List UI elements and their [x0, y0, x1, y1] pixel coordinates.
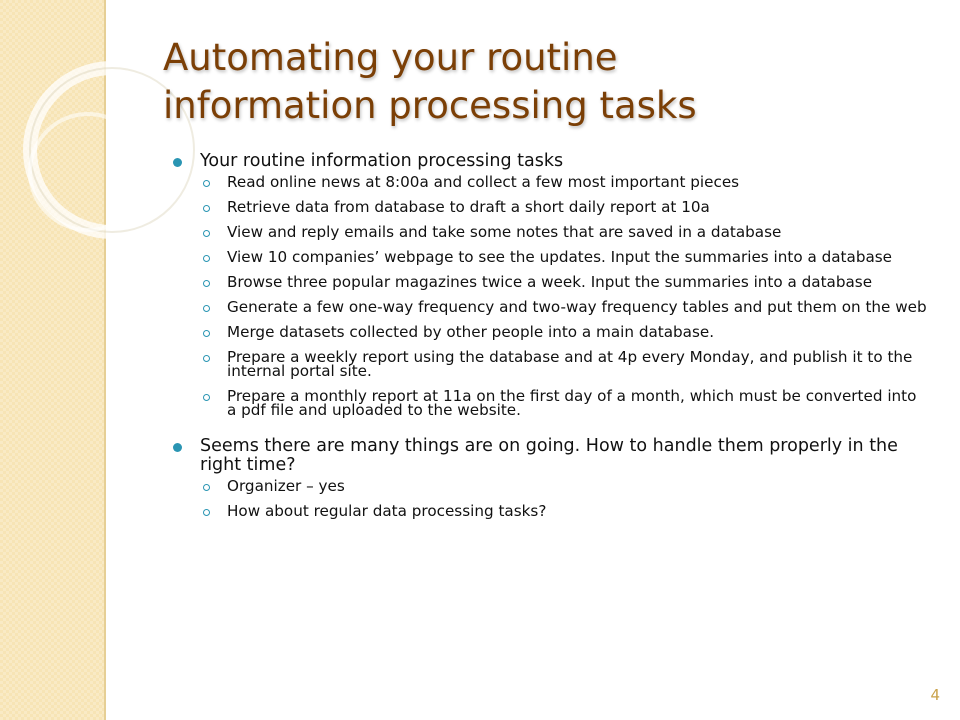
ring-bullet-icon: [203, 305, 210, 312]
sub-bullet: [170, 225, 930, 239]
page-number: 4: [930, 686, 940, 704]
sub-bullet-text: Browse three popular magazines twice a week. Input the summaries into a database: [227, 273, 873, 291]
ring-bullet-icon: [203, 230, 210, 237]
sub-bullet: [170, 275, 930, 289]
ring-bullet-icon: [203, 509, 210, 516]
sub-bullet: [170, 504, 930, 518]
sub-bullet-text: Retrieve data from database to draft a short daily report at 10a: [227, 198, 710, 216]
ring-bullet-icon: [203, 205, 210, 212]
ring-bullet-icon: [203, 280, 210, 287]
sub-bullet-text: Merge datasets collected by other people into a main database.: [227, 323, 715, 341]
bullet-dot-icon: [173, 158, 182, 167]
slide-title-line-2: information processing tasks: [163, 84, 697, 127]
sub-bullet-text: Read online news at 8:00a and collect a few most important pieces: [227, 173, 740, 191]
sub-bullet: [170, 350, 930, 378]
sub-bullet: [170, 389, 930, 417]
sub-bullet-text: View and reply emails and take some notes that are saved in a database: [227, 223, 782, 241]
ring-bullet-icon: [203, 255, 210, 262]
bullet-many-things: [170, 437, 930, 475]
sub-bullet-text: View 10 companies’ webpage to see the updates. Input the summaries into a database: [227, 248, 893, 266]
ring-bullet-icon: [203, 180, 210, 187]
sub-bullet-text: How about regular data processing tasks?: [227, 502, 547, 520]
ring-bullet-icon: [203, 355, 210, 362]
slide-title: [163, 34, 923, 130]
bullet-text: Seems there are many things are on going. How to handle them properly in the right time?: [200, 436, 898, 475]
sub-bullet: [170, 175, 930, 189]
sub-bullet-text: Generate a few one-way frequency and two-way frequency tables and put them on the web: [227, 298, 927, 316]
sub-bullet: [170, 250, 930, 264]
slide-body: [170, 152, 930, 529]
sub-bullet-text: Prepare a monthly report at 11a on the first day of a month, which must be converted into a pdf file and uploaded to the website.: [227, 387, 917, 419]
sub-bullet: [170, 479, 930, 493]
sub-bullet-text: Prepare a weekly report using the database and at 4p every Monday, and publish it to the internal portal site.: [227, 348, 913, 380]
decorative-sidebar: [0, 0, 106, 720]
slide-title-line-1: Automating your routine: [163, 36, 618, 79]
bullet-text: Your routine information processing tasks: [200, 151, 564, 171]
sub-bullet: [170, 200, 930, 214]
ring-bullet-icon: [203, 394, 210, 401]
bullet-dot-icon: [173, 443, 182, 452]
bullet-routine-tasks: [170, 152, 930, 171]
sub-bullet: [170, 300, 930, 314]
sub-bullet: [170, 325, 930, 339]
ring-bullet-icon: [203, 330, 210, 337]
ring-bullet-icon: [203, 484, 210, 491]
sub-bullet-text: Organizer – yes: [227, 477, 345, 495]
